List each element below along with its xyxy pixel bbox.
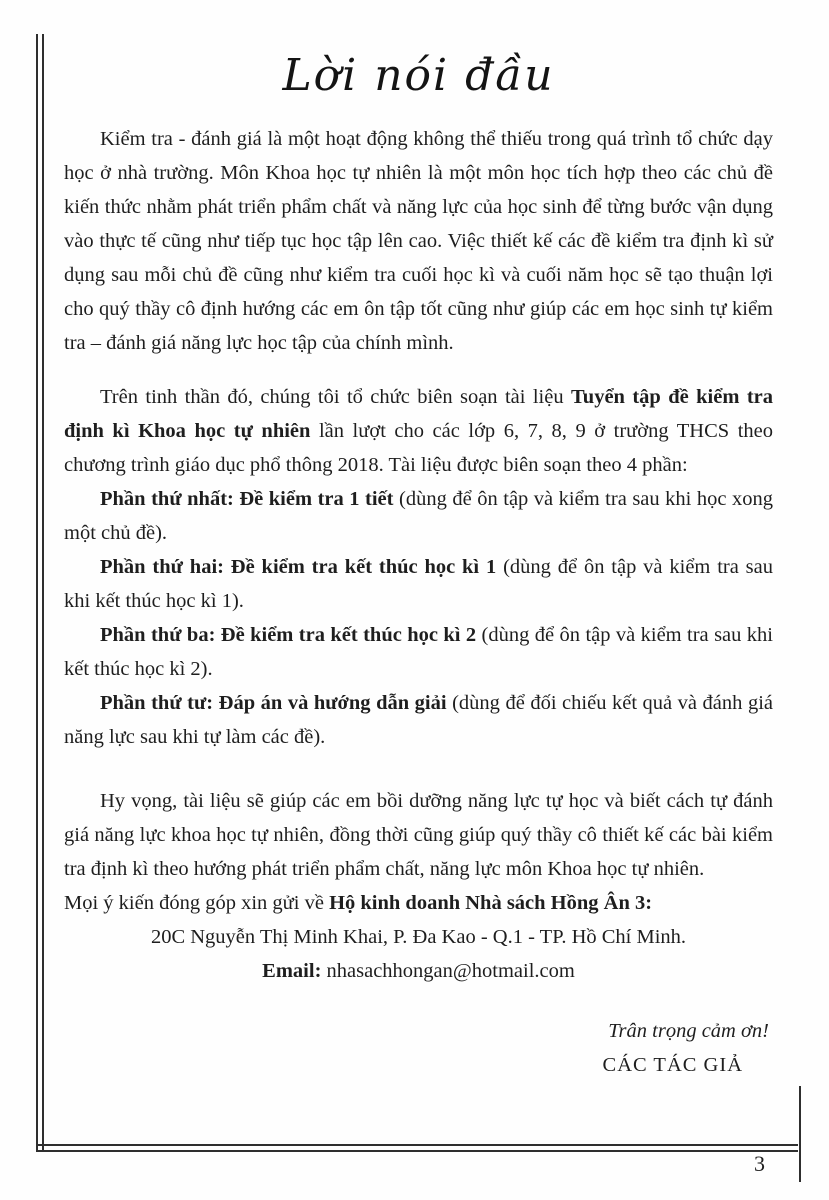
frame-left-double-rule	[36, 34, 44, 1150]
text-run: Kiểm tra - đánh giá là một hoạt động không thể thiếu trong quá trình tổ chức dạy học ở nhà trường. Môn Khoa học tự nhiên là một môn học tích hợp theo các chủ đề kiến thức nhằm phát triển phẩm chất và năng lực của học sinh để từng bước vận dụng vào thực tế cũng như tiếp tục học tập lên cao. Việc thiết kế các đề kiểm tra định kì sử dụng sau mỗi chủ đề cũng như kiểm tra cuối học kì và cuối năm học sẽ tạo thuận lợi cho quý thầy cô định hướng các em ôn tập tốt cũng như giúp các em học sinh tự kiểm tra – đánh giá năng lực học tập của chính mình.	[64, 128, 773, 354]
text-run: (dùng để đối chiếu kết quả và đánh giá năng lực sau khi tự làm các đề).	[64, 692, 773, 748]
address-line	[64, 920, 773, 954]
text-run-bold: Email:	[262, 960, 322, 982]
closing-thanks: Trân trọng cảm ơn!	[608, 1020, 769, 1042]
email-line	[64, 954, 773, 988]
text-run-bold: Phần thứ tư: Đáp án và hướng dẫn giải	[100, 692, 447, 714]
paragraph-part-3	[64, 618, 773, 686]
closing-authors: CÁC TÁC GIẢ	[602, 1054, 743, 1076]
text-run: 20C Nguyễn Thị Minh Khai, P. Đa Kao - Q.1 - TP. Hồ Chí Minh.	[150, 926, 687, 948]
paragraph-plan	[64, 380, 773, 482]
text-run: Mọi ý kiến đóng góp xin gửi về	[64, 892, 330, 914]
paragraph-part-2	[64, 550, 773, 618]
text-run: (dùng để ôn tập và kiểm tra sau khi kết thúc học kì 2).	[64, 624, 773, 680]
paragraph-intro	[64, 122, 773, 360]
text-run-bold: Phần thứ nhất: Đề kiểm tra 1 tiết	[100, 488, 394, 510]
frame-right-rule	[799, 1086, 801, 1182]
paragraph-hope	[64, 784, 773, 886]
text-run: lần lượt cho các lớp 6, 7, 8, 9 ở trường THCS theo chương trình giáo dục phổ thông 2018. Tài liệu được biên soạn theo 4 phần:	[64, 420, 774, 476]
text-run: (dùng để ôn tập và kiểm tra sau khi kết thúc học kì 1).	[64, 556, 773, 612]
text-run-bold: Hộ kinh doanh Nhà sách Hồng Ân 3:	[329, 892, 653, 914]
page-number: 3	[754, 1151, 765, 1176]
paragraph-feedback	[64, 886, 773, 920]
paragraph-part-1	[64, 482, 773, 550]
text-run-bold: Phần thứ ba: Đề kiểm tra kết thúc học kì 2	[100, 624, 477, 646]
page-title: Lời nói đầu	[282, 50, 555, 101]
frame-bottom-double-rule	[36, 1144, 798, 1152]
closing-block	[64, 1014, 773, 1082]
text-run: (dùng để ôn tập và kiểm tra sau khi học xong một chủ đề).	[64, 488, 774, 544]
text-run-bold: Phần thứ hai: Đề kiểm tra kết thúc học kì 1	[100, 556, 497, 578]
text-run: Trên tinh thần đó, chúng tôi tổ chức biên soạn tài liệu	[100, 386, 571, 408]
text-run-bold: Tuyển tập đề kiểm tra định kì Khoa học tự nhiên	[64, 386, 773, 442]
page-content	[64, 44, 773, 1082]
paragraph-part-4	[64, 686, 773, 754]
email-address: nhasachhongan@hotmail.com	[321, 960, 575, 982]
text-run: Hy vọng, tài liệu sẽ giúp các em bồi dưỡng năng lực tự học và biết cách tự đánh giá năng lực khoa học tự nhiên, đồng thời cũng giúp quý thầy cô thiết kế các bài kiểm tra định kì theo hướng phát triển phẩm chất, năng lực môn Khoa học tự nhiên.	[64, 790, 773, 880]
